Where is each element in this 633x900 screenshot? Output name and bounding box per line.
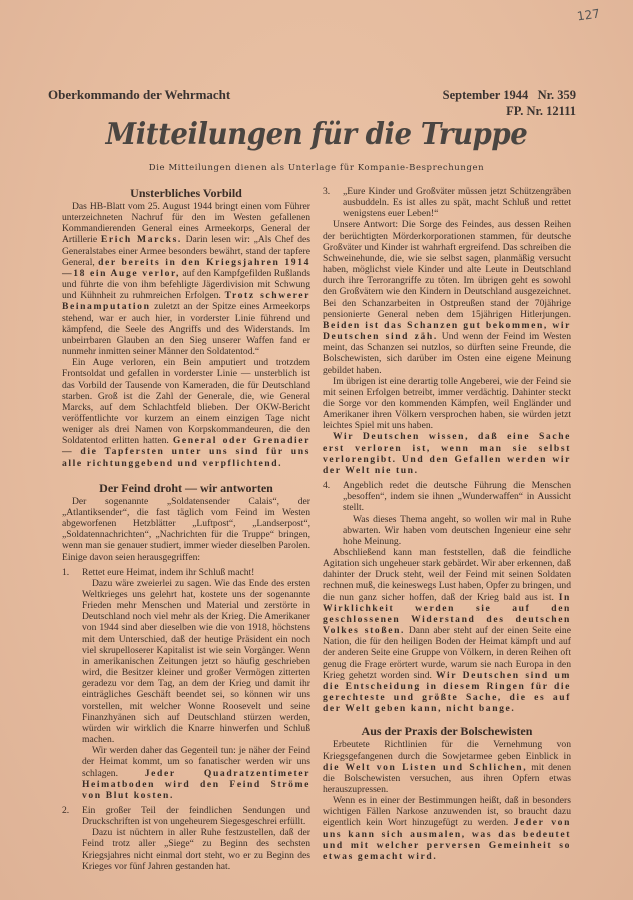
- text: Abschließend kann man feststellen, daß die feindliche Agitation sich ungeheuer stark gebärdet. Wir aber erkennen, daß dahinter der Druck steht, weil der Feind mit seinen Soldaten rechnen muß, die keineswegs Lust haben, Opfer zu bringen, und die nun ganz sicher hoffen, daß der Krieg bald aus ist.: [323, 547, 571, 603]
- issue-info: [443, 87, 576, 119]
- list-item-2: [62, 805, 310, 872]
- paragraph: [323, 795, 571, 862]
- spaced-text: Trotz schwerer Beinamputation: [62, 290, 311, 313]
- paragraph: [62, 357, 310, 469]
- text: Wenn es in einer der Bestimmungen heißt, daß in besonders wichtigen Fällen Narkose anzuwenden ist, so braucht dazu eigentlich kein Wort hinzugefügt zu werden.: [323, 795, 571, 829]
- text: Und wenn der Feind im Westen meint, das Schanzen sei nutzlos, so dürften seine Freunde, die Bolschewisten, sich darüber im Osten eine eigene Meinung gebildet haben.: [323, 331, 572, 376]
- issuer: Oberkommando der Wehrmacht: [48, 87, 231, 102]
- page-title: Mitteilungen für die Truppe: [105, 117, 528, 152]
- text: auf den Kampfgefilden Rußlands und führte die von ihm befehligte Jägerdivision mit Schwung und Kühnheit zu ruhmreichen Erfolgen.: [62, 267, 310, 302]
- spaced-text: die Welt von Listen und Schlichen,: [323, 761, 528, 773]
- paragraph: [323, 219, 571, 375]
- section-heading-vorbild: Unsterbliches Vorbild: [130, 186, 242, 200]
- text: mit denen die Bolschewisten versuchen, aus ihren Opfern etwas herauszupressen.: [323, 761, 572, 795]
- paragraph: Der sogenannte „Soldatensender Calais“, der „Atlantiksender“, die fast täglich vom Feind im Westen abgeworfenen Hetzblätter „Luftpost“, „Landserpost“, „Soldatennachrichten“, „Nachrichten für die Truppe“ bringen, wenn man sie genauer studiert, immer wieder dieselben Parolen. Einige davon seien herausgegriffen:: [62, 495, 310, 563]
- paragraph: Dazu ist nüchtern in aller Ruhe festzustellen, daß der Feind trotz aller „Siege“ zu Beginn des sechsten Kriegsjahres nicht einmal dort steht, wo er zu Beginn des Krieges vor fünf Jahren gestanden hat.: [82, 827, 310, 872]
- spaced-text: der bereits in den Kriegsjahren 1914—18 ein Auge verlor,: [62, 256, 310, 279]
- text: zuletzt an der Spitze eines Armeekorps stehend, war er auch hier, in vorderster Linie führend und kämpfend, die Seele des Angriffs und des Widerstands. Im unbeirrbaren Glauben an den Sieg unserer Waffen fand er nunmehr inmitten seiner Männer den Soldatentod.“: [62, 301, 310, 358]
- spaced-paragraph: Wir Deutschen wissen, daß eine Sache erst verloren ist, wenn man sie selbst verlorengibt. Und den Gefallen werden wir der Welt nie tun.: [323, 431, 571, 476]
- right-column: [323, 186, 571, 862]
- item-number: 3.: [323, 186, 331, 197]
- list-item-3: [323, 186, 571, 219]
- paragraph: [323, 739, 571, 795]
- item-claim: „Eure Kinder und Großväter müssen jetzt Schützengräben ausbuddeln. Es ist alles zu spät, macht Schluß und rettet wenigstens euer Leben!“: [343, 186, 571, 220]
- text: Unsere Antwort: Die Sorge des Feindes, aus dessen Reihen der berüchtigten Mörderkorporationen stammen, für deutsche Großväter und Kinder ist wahrhaft ergreifend. Das schreiben die Schweinehunde, die, wie sie selbst sagen, planmäßig versucht haben, möglichst viele Kinder und alte Leute in Deutschland durch ihre Terrorangriffe zu töten. Im übrigen geht es sowohl den Großvätern wie den Kindern in Deutschland ausgezeichnet. Bei den Schanzarbeiten in Ostpreußen stand der 70jährige pensionierte General neben dem 15jährigen Hitlerjungen.: [323, 219, 571, 320]
- handwritten-page-number: 127: [576, 6, 601, 24]
- left-column: [62, 186, 310, 872]
- text: Erbeutete Richtlinien für die Vernehmung von Kriegsgefangenen durch die Sowjetarmee geben Einblick in: [323, 739, 571, 762]
- fp-number: FP. Nr. 12111: [506, 104, 576, 118]
- spaced-text: Jeder Quadratzentimeter Heimatboden wird den Feind Ströme von Blut kosten.: [82, 767, 310, 801]
- paragraph: Was dieses Thema angeht, so wollen wir mal in Ruhe abwarten. Wir haben vom deutschen Ingenieur eine sehr hohe Meinung.: [343, 513, 571, 547]
- text: Wir werden daher das Gegenteil tun: je näher der Feind der Heimat kommt, um so fanatischer werden wir uns schlagen.: [82, 745, 310, 779]
- text: Das HB-Blatt vom 25. August 1944 bringt einen vom Führer unterzeichneten Nachruf für den im Westen gefallenen Kommandierenden General eines Armeekorps, General der Artillerie: [62, 201, 310, 246]
- item-claim: Angeblich redet die deutsche Führung die Menschen „besoffen“, indem sie ihnen „Wunderwaffen“ in Aussicht stellt.: [343, 480, 571, 514]
- paragraph: Dazu wäre zweierlei zu sagen. Wie das Ende des ersten Weltkrieges uns gelehrt hat, kostete uns der sogenannte Frieden mehr Menschen und Material und zerstörte in Deutschland noch viel mehr als der Krieg. Die Amerikaner von 1944 sind aber dieselben wie die von 1918, höchstens mit dem Unterschied, daß der heutige Präsident ein noch viel skrupelloserer Kapitalist ist wie sein Vorgänger. Wenn in amerikanischen Zeitungen jetzt so häufig geschrieben wird, die Besitzer kleiner und großer Vermögen zitterten geradezu vor dem Tag, an dem der Krieg und damit ihr einträgliches Geschäft beendet sei, so können wir uns vorstellen, mit welcher Wonne Roosevelt und seine Finanzhyänen sich auf Deutschland stürzen werden, würden wir wirklich die Knarre hinwerfen und Schluß machen.: [82, 577, 310, 746]
- section-heading-feind: Der Feind droht — wir antworten: [99, 480, 273, 495]
- paragraph: Im übrigen ist eine derartig tolle Angeberei, wie der Feind sie mit seinen Erfolgen betreibt, immer verdächtig. Dahinter steckt die Sorge vor den kommenden Kämpfen, weil Engländer und Amerikaner ihren Völkern versprochen haben, sie würden jetzt leichtes Spiel mit uns haben.: [323, 375, 571, 432]
- item-number: 4.: [323, 480, 331, 492]
- paragraph: [82, 745, 310, 801]
- spaced-text: Erich Marcks.: [100, 234, 182, 246]
- list-item-1: [62, 567, 310, 801]
- spaced-text: General oder Grenadier — die Tapfersten unter uns sind für uns alle richtunggebend und verpflichtend.: [62, 435, 310, 469]
- spaced-text: Jeder von uns kann sich ausmalen, was das bedeutet und mit welcher perversen Gemeinheit so etwas gemacht wird.: [323, 817, 572, 862]
- section-heading-bolschewisten: Aus der Praxis der Bolschewisten: [361, 724, 533, 739]
- item-number: 1.: [62, 566, 70, 578]
- spaced-text: Wir Deutschen sind um die Entscheidung in diesem Ringen für die gerechteste und größte Sache, die es auf der Welt geben kann, nicht bange.: [323, 669, 571, 715]
- paragraph: [323, 547, 571, 714]
- spaced-text: Beiden ist das Schanzen gut bekommen, wir Deutschen sind zäh.: [323, 319, 571, 343]
- text: Ein Auge verloren, ein Bein amputiert und trotzdem Frontsoldat und gefallen in vorderster Linie — unsterblich ist das Vorbild der Tausende von Kameraden, die für Deutschland starben. Groß ist die Zahl der Generale, die, wie General Marcks, auf dem Schlachtfeld blieben. Der OKW-Bericht veröffentlichte vor kurzem an einem einzigen Tage nicht weniger als drei Namen von Korpskommandeuren, die den Soldatentod erlitten hatten.: [62, 357, 310, 447]
- date-issue: September 1944 Nr. 359: [442, 88, 576, 102]
- item-number: 2.: [62, 804, 70, 816]
- spaced-text: In Wirklichkeit werden sie auf den geschlossenen Widerstand des deutschen Volkes stoßen.: [323, 591, 571, 637]
- paragraph: [62, 201, 310, 357]
- text: Darin lesen wir: „Als Chef des Generalstabes einer Armee besonders bewährt, stand der tapfere General,: [62, 234, 310, 268]
- page-subtitle: Die Mitteilungen dienen als Unterlage für Kompanie-Besprechungen: [148, 163, 485, 173]
- item-claim: Rettet eure Heimat, indem ihr Schluß macht!: [82, 566, 255, 578]
- list-item-4: [323, 480, 571, 547]
- text: Dann aber steht auf der einen Seite eine Nation, die für den heiligen Boden der Heimat kämpft und auf der anderen Seite eine Gruppe von Völkern, in deren Reihen oft genug die Frage erörtert wurde, warum sie nach Europa in den Krieg gehetzt worden sind.: [323, 625, 571, 681]
- item-claim: Ein großer Teil der feindlichen Sendungen und Druckschriften ist von ungeheurem Siegesgeschrei erfüllt.: [82, 804, 310, 828]
